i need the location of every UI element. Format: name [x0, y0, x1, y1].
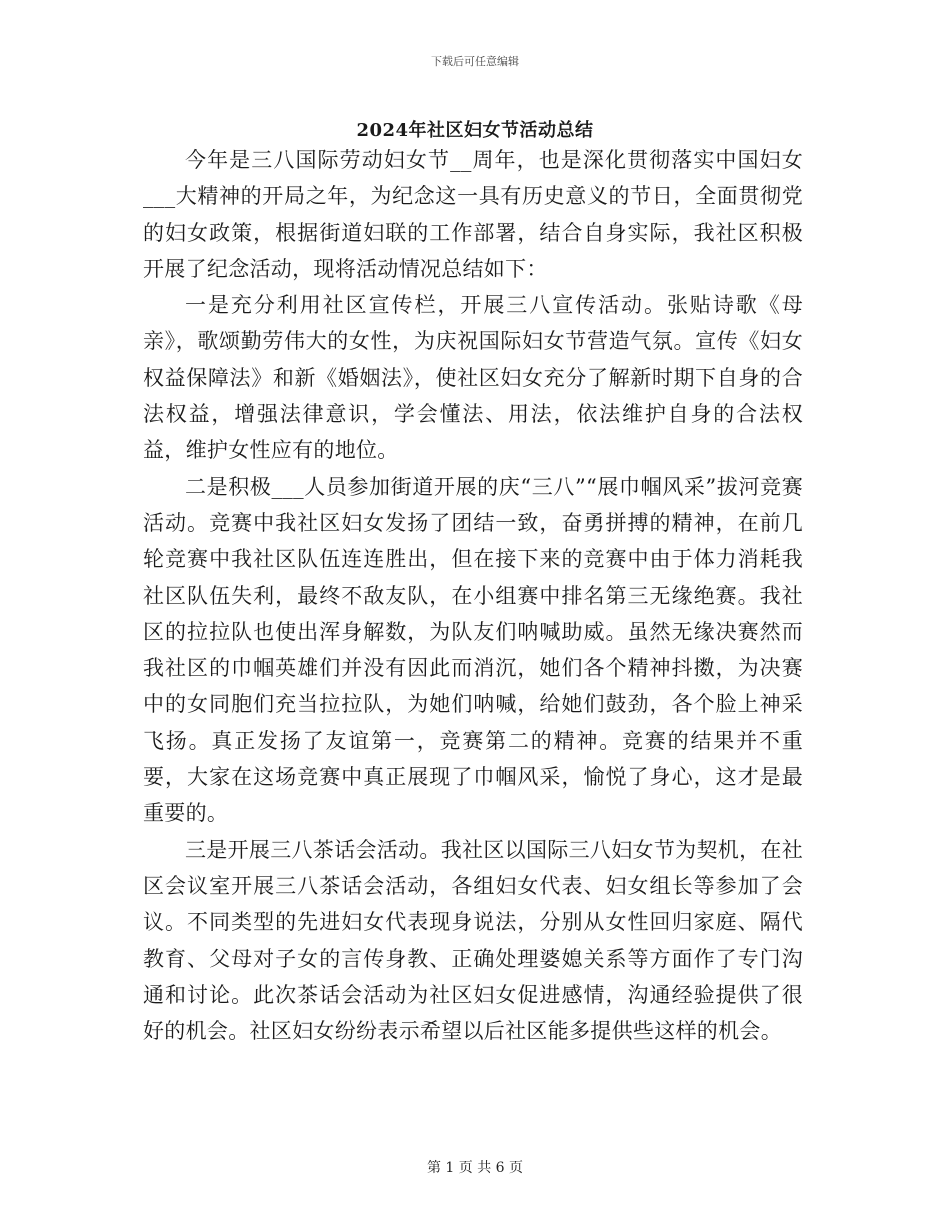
paragraph-item-1: 一是充分利用社区宣传栏，开展三八宣传活动。张贴诗歌《母亲》，歌颂勤劳伟大的女性，为庆祝国际妇女节营造气氛。宣传《妇女权益保障法》和新《婚姻法》，使社区妇女充分了解新时期下自身的合法权益，增强法律意识，学会懂法、用法，依法维护自身的合法权益，维护女性应有的地位。: [143, 293, 803, 463]
header-note: 下载后可任意编辑: [431, 55, 519, 68]
document-body: [143, 142, 803, 1049]
paragraph-intro: 今年是三八国际劳动妇女节__周年，也是深化贯彻落实中国妇女___大精神的开局之年，为纪念这一具有历史意义的节日，全面贯彻党的妇女政策，根据街道妇联的工作部署，结合自身实际，我社区积极开展了纪念活动，现将活动情况总结如下：: [143, 148, 803, 281]
paragraph-item-2: 二是积极___人员参加街道开展的庆“三八”“展巾帼风采”拔河竞赛活动。竞赛中我社区妇女发扬了团结一致，奋勇拼搏的精神，在前几轮竞赛中我社区队伍连连胜出，但在接下来的竞赛中由于体力消耗我社区队伍失利，最终不敌友队，在小组赛中排名第三无缘绝赛。我社区的拉拉队也使出浑身解数，为队友们呐喊助威。虽然无缘决赛然而我社区的巾帼英雄们并没有因此而消沉，她们各个精神抖擞，为决赛中的女同胞们充当拉拉队，为她们呐喊，给她们鼓劲，各个脸上神采飞扬。真正发扬了友谊第一，竞赛第二的精神。竞赛的结果并不重要，大家在这场竞赛中真正展现了巾帼风采，愉悦了身心，这才是最重要的。: [143, 474, 803, 826]
paragraph-item-3: 三是开展三八茶话会活动。我社区以国际三八妇女节为契机，在社区会议室开展三八茶话会活动，各组妇女代表、妇女组长等参加了会议。不同类型的先进妇女代表现身说法，分别从女性回归家庭、隔代教育、父母对子女的言传身教、正确处理婆媳关系等方面作了专门沟通和讨论。此次茶话会活动为社区妇女促进感情，沟通经验提供了很好的机会。社区妇女纷纷表示希望以后社区能多提供些这样的机会。: [143, 837, 803, 1044]
page-number: 第 1 页 共 6 页: [426, 1160, 524, 1176]
document-title: 2024年社区妇女节活动总结: [356, 120, 594, 141]
